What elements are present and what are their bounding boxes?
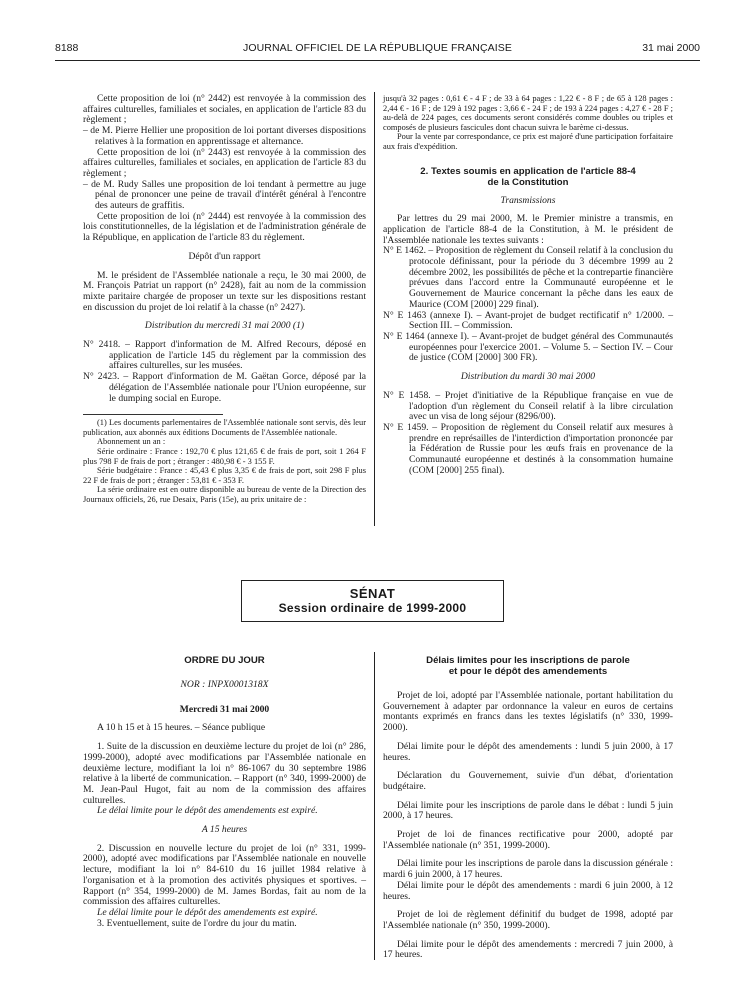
list-item: N° E 1462. – Proposition de règlement du Conseil relatif à la conclusion du protocole définissant, pour la période du 3 décembre 1999 au 2 décembre 2002, les possibilités de pêche et la contrepartie financière prévues dans l'accord entre la Communauté européenne et le Gouvernement de Maurice concernant la pêche dans les eaux de Maurice (COM [2000] 229 final). [383, 245, 673, 310]
note: Le délai limite pour le dépôt des amendements est expiré. [97, 906, 318, 918]
paragraph: Projet de loi de finances rectificative pour 2000, adopté par l'Assemblée nationale (n° 351, 1999-2000). [383, 829, 673, 851]
paragraph: Par lettres du 29 mai 2000, M. le Premier ministre a transmis, en application de l'article 88-4 de la Constitution, à M. le président de l'Assemblée nationale les textes suivants : [383, 213, 673, 246]
senat-left-column [83, 655, 366, 929]
section-heading: 2. Textes soumis en application de l'article 88-4 [420, 165, 636, 177]
list-item: N° E 1464 (annexe I). – Avant-projet de budget général des Communautés européennes pour l'exercice 2001. – Volume 5. – Section IV. – Cour de justice (COM [2000] 300 FR). [383, 331, 673, 364]
paragraph: Cette proposition de loi (n° 2443) est renvoyée à la commission des affaires culturelles, familiales et sociales, en application de l'article 83 du règlement ; [83, 146, 366, 179]
list-item: N° 2423. – Rapport d'information de M. Gaëtan Gorce, déposé par la délégation de l'Assemblée nationale pour l'Union européenne, sur le dumping social en Europe. [83, 371, 366, 404]
session-time: A 10 h 15 et à 15 heures. – Séance publique [97, 722, 266, 734]
paragraph: Cette proposition de loi (n° 2444) est renvoyée à la commission des lois constitutionnelles, de la législation et de l'administration générale de la République, en application de l'article 83 du règlement. [83, 210, 366, 244]
deadline: Délai limite pour le dépôt des amendements : mercredi 7 juin 2000, à 17 heures. [383, 938, 673, 961]
journal-title: JOURNAL OFFICIEL DE LA RÉPUBLIQUE FRANÇAISE [243, 42, 512, 54]
section-heading: Distribution du mardi 30 mai 2000 [460, 371, 596, 383]
deadline: Délai limite pour le dépôt des amendements : lundi 5 juin 2000, à 17 heures. [383, 740, 673, 763]
paragraph: – de M. Pierre Hellier une proposition de loi portant diverses dispositions relatives à la formation en apprentissage et alternance. [83, 125, 366, 147]
agenda-item: 3. Eventuellement, suite de l'ordre du jour du matin. [97, 917, 297, 929]
footnote: Série budgétaire : France : 45,43 € plus 3,35 € de frais de port, soit 298 F plus 22 F de frais de port ; étranger : 53,81 € - 353 F. [83, 466, 366, 485]
deadline: Délai limite pour les inscriptions de parole dans la discussion générale : mardi 6 juin 2000, à 17 heures. [383, 858, 673, 881]
paragraph: M. le président de l'Assemblée nationale a reçu, le 30 mai 2000, de M. François Patriat un rapport (n° 2428), fait au nom de la commission mixte paritaire chargée de proposer un texte sur les dispositions restant en discussion du projet de loi relatif à la chasse (n° 2427). [83, 269, 366, 313]
paragraph: Cette proposition de loi (n° 2442) est renvoyée à la commission des affaires culturelles, familiales et sociales, en application de l'article 83 du règlement ; [83, 93, 366, 126]
senat-subtitle: Session ordinaire de 1999-2000 [278, 601, 467, 615]
paragraph: jusqu'à 32 pages : 0,61 € - 4 F ; de 33 à 64 pages : 1,22 € - 8 F ; de 65 à 128 pages : 2,44 € - 16 F ; de 129 à 192 pages : 3,66 € - 24 F ; de 193 à 224 pages : 4,27 € - 28 F ; au-delà de 224 pages, ces documents seront considérés comme doubles ou triples et composés de plusieurs fascicules dont chacun suivra le barème ci-dessus. [383, 94, 673, 132]
date-heading: Mercredi 31 mai 2000 [179, 703, 270, 715]
paragraph: Projet de loi de règlement définitif du budget de 1998, adopté par l'Assemblée nationale (n° 350, 1999-2000). [383, 909, 673, 931]
session-time: A 15 heures [201, 824, 248, 836]
footnote-rule [83, 414, 223, 415]
paragraph: Projet de loi, adopté par l'Assemblée nationale, portant habilitation du Gouvernement à adapter par ordonnance la valeur en euros de certains montants exprimés en francs dans les textes législatifs (n° 330, 1999-2000). [383, 690, 673, 734]
agenda-item: 1. Suite de la discussion en deuxième lecture du projet de loi (n° 286, 1999-2000), adopté avec modifications par l'Assemblée nationale en deuxième lecture, modifiant la loi n° 86-1067 du 30 septembre 1986 relative à la liberté de communication. – Rapport (n° 340, 1999-2000) de M. Jean-Paul Hugot, fait au nom de la commission des affaires culturelles. [83, 741, 366, 806]
list-item: N° E 1458. – Projet d'initiative de la République française en vue de l'adoption d'un règlement du Conseil relatif à la libre circulation avec un visa de long séjour (8296/00). [383, 389, 673, 423]
section-heading: Dépôt d'un rapport [188, 250, 261, 262]
footnote: La série ordinaire est en outre disponible au bureau de vente de la Direction des Journaux officiels, 26, rue Desaix, Paris (15e), au prix unitaire de : [83, 485, 366, 505]
deadline: Délai limite pour le dépôt des amendements : mardi 6 juin 2000, à 12 heures. [383, 879, 673, 902]
paragraph: Déclaration du Gouvernement, suivie d'un débat, d'orientation budgétaire. [383, 770, 673, 792]
section-heading: Distribution du mercredi 31 mai 2000 (1) [144, 320, 305, 332]
list-item: N° E 1463 (annexe I). – Avant-projet de budget rectificatif n° 1/2000. – Section III. – Commission. [383, 309, 673, 332]
footnote: Abonnement un an : [97, 437, 166, 447]
list-item: N° E 1459. – Proposition de règlement du Conseil relatif aux mesures à prendre en représailles de l'interdiction d'importation prononcée par la Fédération de Russie pour les œufs frais en provenance de la Communauté européenne et destinés à la consommation humaine (COM [2000] 255 final). [383, 421, 673, 476]
subsection-heading: Transmissions [500, 194, 556, 206]
agenda-item: 2. Discussion en nouvelle lecture du projet de loi (n° 331, 1999-2000), adopté avec modifications par l'Assemblée nationale en nouvelle lecture, modifiant la loi n° 84-610 du 16 juillet 1984 relative à l'organisation et à la promotion des activités physiques et sportives. – Rapport (n° 354, 1999-2000) de M. James Bordas, fait au nom de la commission des affaires culturelles. [83, 842, 366, 908]
header-rule [55, 60, 700, 61]
section-heading: ORDRE DU JOUR [184, 655, 265, 666]
section-heading: de la Constitution [487, 176, 569, 188]
nor-reference: NOR : INPX0001318X [180, 679, 269, 690]
assemblee-right-column [383, 94, 673, 476]
senat-title-box [241, 580, 504, 622]
section-heading: et pour le dépôt des amendements [448, 666, 608, 677]
issue-date: 31 mai 2000 [642, 42, 700, 54]
footnote: Série ordinaire : France : 192,70 € plus 121,65 € de frais de port, soit 1 264 F plus 798 F de frais de port ; étranger : 480,98 € - 3 155 F. [83, 447, 366, 466]
column-divider-top [374, 92, 375, 526]
note: Le délai limite pour le dépôt des amendements est expiré. [97, 805, 318, 817]
footnote: (1) Les documents parlementaires de l'Assemblée nationale sont servis, dès leur publication, aux abonnés aux éditions Documents de l'Assemblée nationale. [83, 418, 366, 437]
senat-title: SÉNAT [349, 586, 396, 601]
senat-right-column [383, 655, 673, 961]
assemblee-left-column [83, 94, 366, 505]
paragraph: – de M. Rudy Salles une proposition de loi tendant à permettre au juge pénal de prononcer une peine de travail d'intérêt général à l'encontre des auteurs de graffitis. [83, 178, 366, 212]
list-item: N° 2418. – Rapport d'information de M. Alfred Recours, déposé en application de l'article 145 du règlement par la commission des affaires culturelles, sur les musées. [83, 339, 366, 372]
paragraph: Pour la vente par correspondance, ce prix est majoré d'une participation forfaitaire aux frais d'expédition. [383, 132, 673, 151]
column-divider-bottom [374, 652, 375, 960]
running-header [55, 42, 700, 58]
section-heading: Délais limites pour les inscriptions de parole [426, 655, 630, 666]
deadline: Délai limite pour les inscriptions de parole dans le débat : lundi 5 juin 2000, à 17 heures. [383, 799, 673, 822]
page-number: 8188 [55, 42, 79, 54]
